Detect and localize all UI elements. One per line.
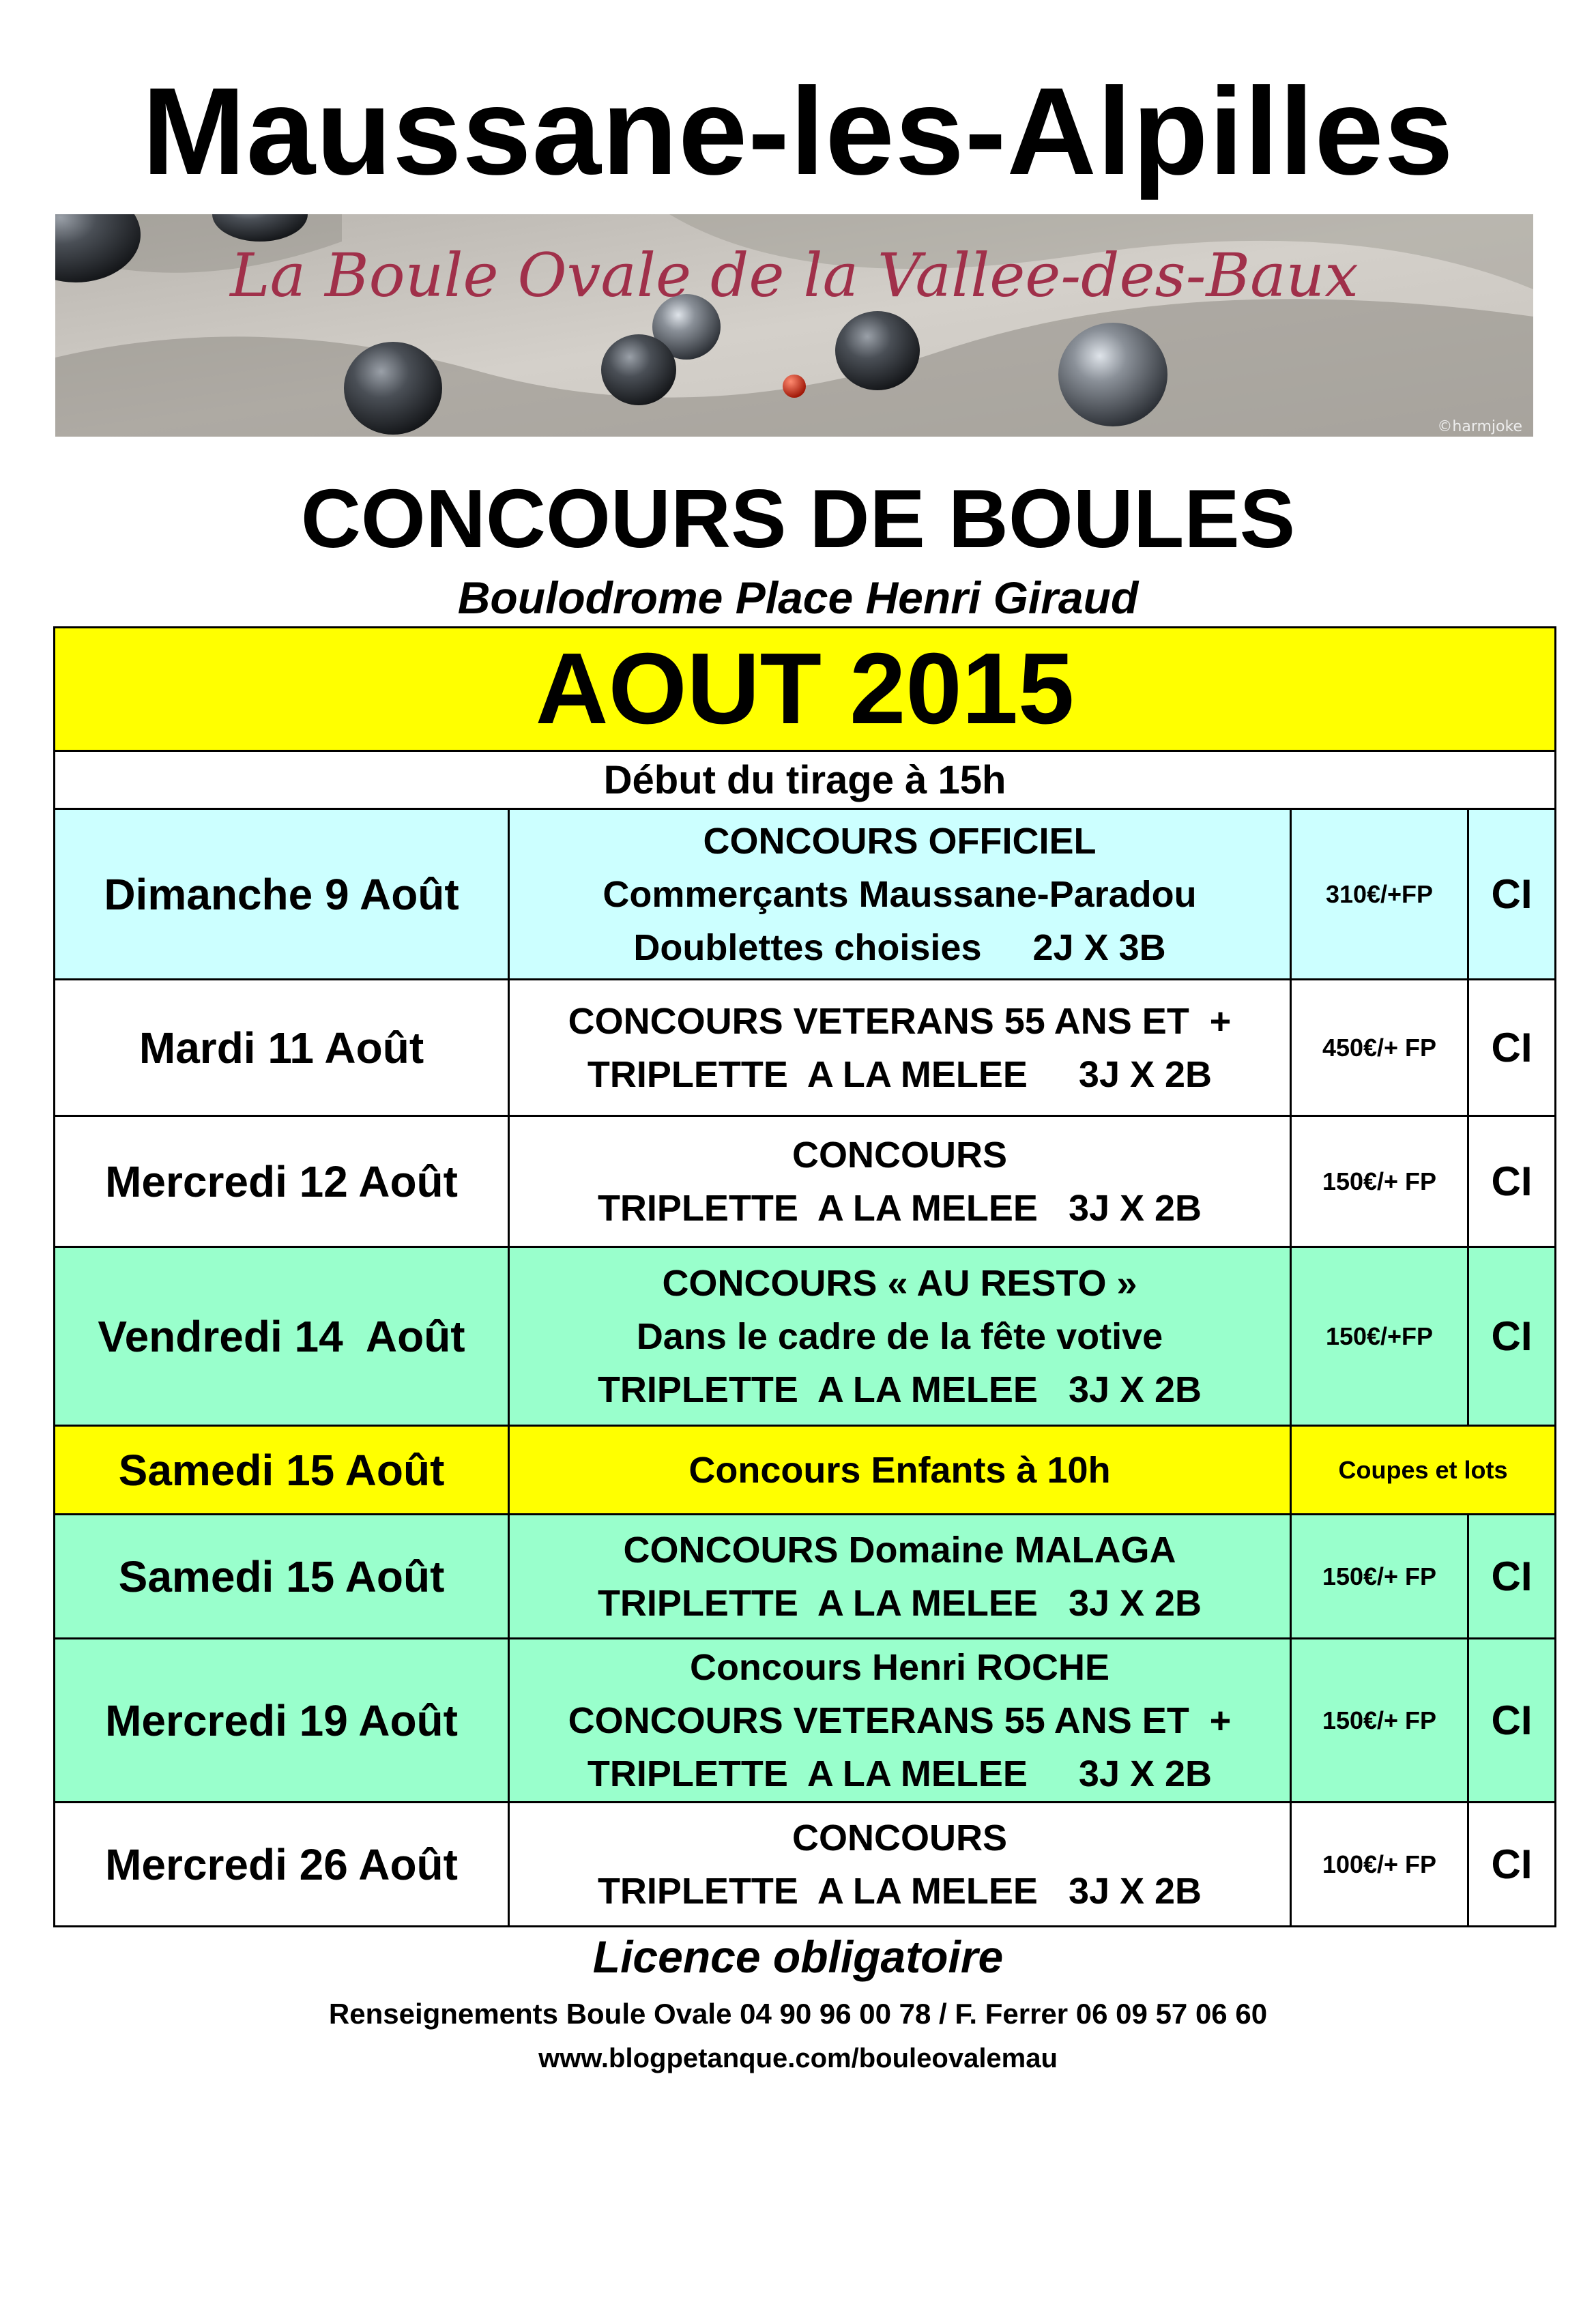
row-description: CONCOURS VETERANS 55 ANS ET + TRIPLETTE A LA MELEE 3J X 2B (509, 980, 1291, 1116)
venue: Boulodrome Place Henri Giraud (457, 572, 1139, 623)
table-row (55, 1116, 1556, 1247)
row-category: CI (1468, 1639, 1556, 1803)
table-row (55, 1803, 1556, 1927)
table-row (55, 1515, 1556, 1639)
table-row (55, 1426, 1556, 1515)
row-description: CONCOURS TRIPLETTE A LA MELEE 3J X 2B (509, 1803, 1291, 1927)
row-description: Concours Enfants à 10h (509, 1426, 1291, 1515)
row-day: Mercredi 12 Août (55, 1116, 509, 1247)
schedule-table (53, 626, 1556, 1927)
table-row (55, 1247, 1556, 1426)
row-category: CI (1468, 1247, 1556, 1426)
website-link[interactable]: www.blogpetanque.com/bouleovalemau (538, 2043, 1058, 2073)
row-category: CI (1468, 1803, 1556, 1927)
row-description: CONCOURS TRIPLETTE A LA MELEE 3J X 2B (509, 1116, 1291, 1247)
event-title: CONCOURS DE BOULES (300, 472, 1296, 565)
row-description: CONCOURS « AU RESTO » Dans le cadre de la fête votive TRIPLETTE A LA MELEE 3J X 2B (509, 1247, 1291, 1426)
row-day: Samedi 15 Août (55, 1515, 509, 1639)
row-description: Concours Henri ROCHE CONCOURS VETERANS 55 ANS ET + TRIPLETTE A LA MELEE 3J X 2B (509, 1639, 1291, 1803)
row-category: CI (1468, 1515, 1556, 1639)
row-day: Dimanche 9 Août (55, 809, 509, 980)
row-day: Mercredi 26 Août (55, 1803, 509, 1927)
month-header: AOUT 2015 (55, 628, 1556, 751)
photo-credit: ©harmjoke (1437, 418, 1522, 435)
banner-text: La Boule Ovale de la Vallee-des-Baux (230, 240, 1359, 310)
row-prize: 150€/+ FP (1291, 1639, 1468, 1803)
row-prize: 150€/+ FP (1291, 1116, 1468, 1247)
licence-note: Licence obligatoire (592, 1931, 1004, 1982)
row-prize: 450€/+ FP (1291, 980, 1468, 1116)
table-row (55, 1639, 1556, 1803)
row-description: CONCOURS Domaine MALAGA TRIPLETTE A LA MELEE 3J X 2B (509, 1515, 1291, 1639)
row-prize: Coupes et lots (1291, 1426, 1556, 1515)
contact-info: Renseignements Boule Ovale 04 90 96 00 78 / F. Ferrer 06 09 57 06 60 (328, 1998, 1268, 2030)
table-row (55, 809, 1556, 980)
row-description: CONCOURS OFFICIEL Commerçants Maussane-Paradou Doublettes choisies 2J X 3B (509, 809, 1291, 980)
row-prize: 310€/+FP (1291, 809, 1468, 980)
row-prize: 100€/+ FP (1291, 1803, 1468, 1927)
row-prize: 150€/+ FP (1291, 1515, 1468, 1639)
row-day: Mercredi 19 Août (55, 1639, 509, 1803)
row-category: CI (1468, 809, 1556, 980)
row-category: CI (1468, 980, 1556, 1116)
row-category: CI (1468, 1116, 1556, 1247)
club-banner (55, 214, 1533, 437)
row-day: Samedi 15 Août (55, 1426, 509, 1515)
row-day: Vendredi 14 Août (55, 1247, 509, 1426)
table-row (55, 980, 1556, 1116)
row-day: Mardi 11 Août (55, 980, 509, 1116)
town-title: Maussane-les-Alpilles (142, 61, 1454, 201)
draw-start: Début du tirage à 15h (55, 751, 1556, 809)
row-prize: 150€/+FP (1291, 1247, 1468, 1426)
